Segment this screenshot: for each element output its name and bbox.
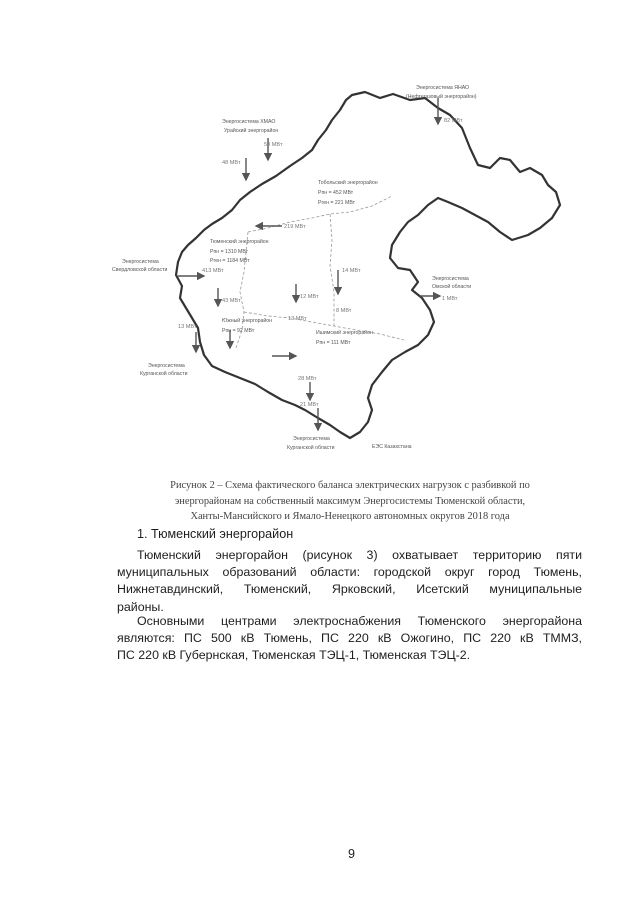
label-sverdlovsk-line1: Энергосистема: [122, 259, 159, 265]
label-tobolsk-line1: Тобольский энергорайон: [318, 180, 378, 186]
flow-value: 219 МВт: [284, 224, 306, 230]
region-outline: [176, 92, 560, 438]
label-kurgan-line2: Курганской области: [140, 371, 188, 377]
figure-caption: [118, 478, 582, 525]
label-kazakhstan: ЕЭС Казахстана: [372, 444, 412, 450]
label-sverdlovsk-line2: Свердловской области: [112, 267, 168, 273]
label-tyumen-line1: Тюменский энергорайон: [210, 239, 269, 245]
label-ymao-line1: Энергосистема ЯНАО: [416, 85, 470, 91]
label-ishim-line1: Ишимский энергорайон: [316, 330, 373, 336]
paragraph-line: муниципальных образований области: городской округ город Тюмень,: [117, 565, 582, 580]
flow-value: 1 МВт: [442, 296, 458, 302]
paragraph-2: [117, 613, 582, 665]
caption-line: энергорайонам на собственный максимум Энергосистемы Тюменской области,: [174, 495, 526, 507]
caption-line: Рисунок 2 – Схема фактического баланса электрических нагрузок с разбивкой по: [170, 480, 530, 491]
label-hmao-line2: Урайский энергорайон: [224, 128, 279, 134]
label-tobolsk-line3: Рген = 221 МВт: [318, 200, 355, 206]
flow-value: 13 МВт: [178, 324, 197, 330]
paragraph-line: Основными центрами электроснабжения Тюменского энергорайона: [137, 614, 582, 628]
label-tobolsk-line2: Рпн = 452 МВт: [318, 190, 354, 196]
flow-value: 14 МВт: [342, 268, 361, 274]
flow-value: 43 МВт: [222, 298, 241, 304]
label-south-line2: Рпн = 92 МВт: [222, 328, 255, 334]
label-kurgan2-line1: Энергосистема: [293, 436, 330, 442]
flow-value: 28 МВт: [298, 376, 317, 382]
flow-value: 8 МВт: [336, 308, 352, 314]
label-hmao-line1: Энергосистема ХМАО: [222, 119, 276, 125]
subregion-divider-east: [330, 214, 334, 326]
caption-line: Ханты-Мансийского и Ямало-Ненецкого автономных округов 2018 года: [190, 511, 510, 522]
label-kurgan-line1: Энергосистема: [148, 363, 185, 369]
flow-value: 48 МВт: [222, 160, 241, 166]
flow-value: 413 МВт: [202, 268, 224, 274]
flow-value: 13 МВт: [288, 316, 307, 322]
label-kurgan2-line2: Курганской области: [287, 445, 335, 451]
label-tyumen-line2: Рпн = 1310 МВт: [210, 249, 249, 255]
label-ishim-line2: Рпн = 111 МВт: [316, 340, 351, 346]
page-number: 9: [348, 847, 356, 861]
paragraph-line: ПС 220 кВ Губернская, Тюменская ТЭЦ-1, Тюменская ТЭЦ-2.: [117, 648, 471, 663]
paragraph-line: Нижнетавдинский, Тюменский, Ярковский, Исетский муниципальные: [117, 582, 582, 597]
paragraph-line: являются: ПС 500 кВ Тюмень, ПС 220 кВ Ожогино, ПС 220 кВ ТММЗ,: [117, 631, 582, 646]
label-omsk-line2: Омской области: [432, 284, 472, 290]
label-tyumen-line3: Рген = 1184 МВт: [210, 258, 250, 264]
label-omsk-line1: Энергосистема: [432, 276, 469, 282]
flow-value: 53 МВт: [264, 142, 283, 148]
label-south-line1: Южный энергорайон: [222, 318, 273, 324]
paragraph-1: [117, 547, 582, 616]
label-ymao-line2: (Нефтегазовый энергорайон): [406, 94, 477, 100]
flow-value: 82 МВт: [444, 118, 463, 124]
paragraph-line: Тюменский энергорайон (рисунок 3) охватывает территорию пяти: [137, 548, 582, 562]
section-title: 1. Тюменский энергорайон: [137, 527, 294, 541]
flow-value: 21 МВт: [300, 402, 319, 408]
paragraph-line: районы.: [117, 599, 164, 614]
flow-value: 12 МВт: [300, 294, 319, 300]
